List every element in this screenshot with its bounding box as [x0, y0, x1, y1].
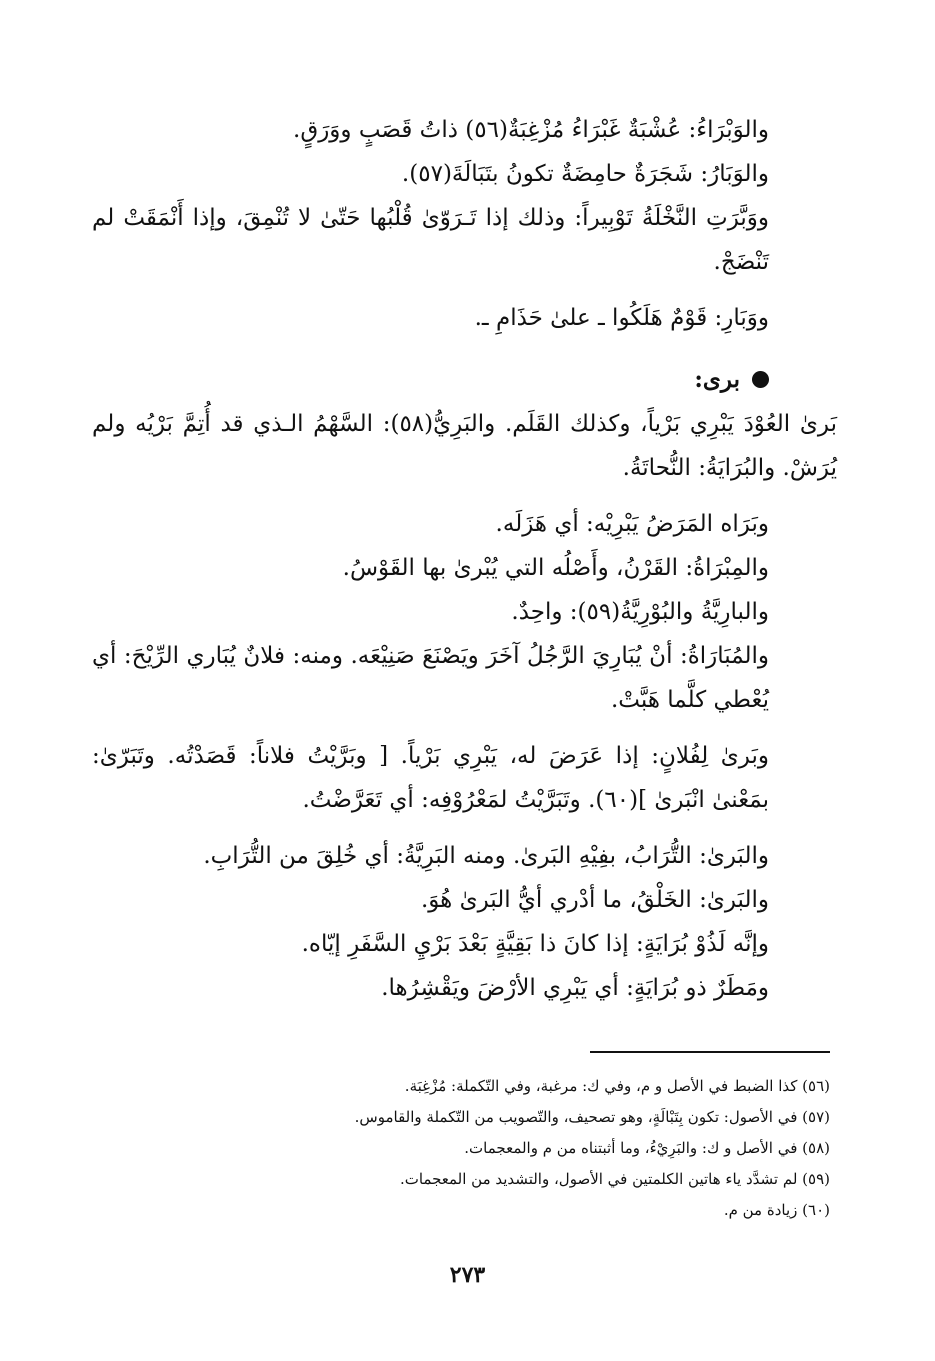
main-text [92, 108, 837, 1010]
section-heading-text: برى: [694, 366, 740, 393]
footnote-58: (٥٨) في الأصل و ك: والبَرِيْءُ، وما أثبتناه من م والمعجمات. [464, 1139, 830, 1157]
entry-bara-al-ud: بَرىٰ العُوْدَ يَبْرِي بَرْياً، وكذلك القَلَم. والبَرِيُّ(٥٨): السَّهْمُ الـذي قد أُتِمَّ بَرْيُه ولم يُرَشْ. والبُرَايَةُ: النُّحاتَةُ. [92, 411, 837, 481]
footnote-56: (٥٦) كذا الضبط في الأصل و م، وفي ك: مرغبة، وفي التّكملة: مُزْغِبَة. [404, 1077, 830, 1095]
entry-barahu-al-marad: وبَرَاه المَرَضُ يَبْرِيْه: أي هَزَلَه. [495, 511, 769, 537]
entry-bariyya: والبارِيَّةُ والبُوْرِيَّةُ(٥٩): واحِدٌ. [511, 599, 769, 625]
section-heading [92, 358, 837, 402]
footnote-59: (٥٩) لم تشدَّد ياء هاتين الكلمتين في الأصول، والتشديد من المعجمات. [399, 1170, 830, 1188]
entry-wabra: والوَبْرَاءُ: عُشْبَةٌ غَبْرَاءُ مُزْغِبَةٌ(٥٦) ذاتُ قَصَبٍ ووَرَقٍ. [293, 117, 769, 143]
bullet-icon [752, 371, 769, 388]
entry-bara-turab: والبَرىٰ: التُّرَابُ، بفِيْهِ البَرىٰ. ومنه البَرِيَّةُ: أي خُلِقَ من التُّرَابِ. [203, 843, 769, 869]
footnote-60: (٦٠) زيادة من م. [723, 1201, 830, 1219]
entry-mubarat: والمُبَارَاةُ: أنْ يُبَارِيَ الرَّجُلُ آخَرَ ويَصْنَعَ صَنِيْعَه. ومنه: فلانٌ يُبَاري الرِّيْحَ: أي يُعْطي كلَّما هَبَّتْ. [92, 643, 769, 713]
entry-wabari: ووَبَارِ: قَوْمٌ هَلَكُوا ـ علىٰ حَذَامِ ـ. [474, 305, 769, 331]
page-number: ٢٧٣ [449, 1262, 486, 1288]
entry-dhu-buraya: وإنَّه لَذُوْ بُرَايَةٍ: إذا كانَ ذا بَقِيَّةٍ بَعْدَ بَرْيِ السَّفَرِ إيّاه. [301, 931, 769, 957]
entry-bara-li-fulan: وبَرىٰ لِفُلانٍ: إذا عَرَضَ له، يَبْرِي بَرْياً. [ وبَرَّيْتُ فلاناً: قَصَدْتُه. وتَبَرّىٰ: بمَعْنىٰ انْبَرىٰ ](٦٠). وتَبَرَّيْتُ لمَعْرُوْفِه: أي تَعَرَّضْتُ. [92, 743, 769, 813]
entry-matar-dhu-buraya: ومَطَرٌ ذو بُرَايَةٍ: أي يَبْرِي الأرْضَ ويَقْشِرُها. [381, 975, 769, 1001]
entry-mibrat: والمِبْرَاةُ: القَرْنُ، وأَصْلُه التي يُبْرىٰ بها القَوْسُ. [342, 555, 769, 581]
footnote-57: (٥٧) في الأصول: تكون بِتَبْالَةٍ، وهو تصحيف، والتّصويب من التّكملة والقاموس. [354, 1108, 830, 1126]
footnote-separator [590, 1051, 830, 1053]
entry-wabbarat: ووَبَّرَتِ النَّخْلَةُ تَوْبِيراً: وذلك إذا تَـرَوّىٰ قُلْبُها حَتّىٰ لا تُنْمِقَ، وإذا أَنْمَقَتْ لم تَنْضَجْ. [92, 205, 769, 275]
entry-wabar: والوَبَارُ: شَجَرَةٌ حامِضَةٌ تكونُ بتَبَالَةَ(٥٧). [401, 161, 769, 187]
entry-bara-khalq: والبَرىٰ: الخَلْقُ، ما أدْري أيُّ البَرىٰ هُوَ. [420, 887, 769, 913]
footnotes [300, 1071, 830, 1226]
